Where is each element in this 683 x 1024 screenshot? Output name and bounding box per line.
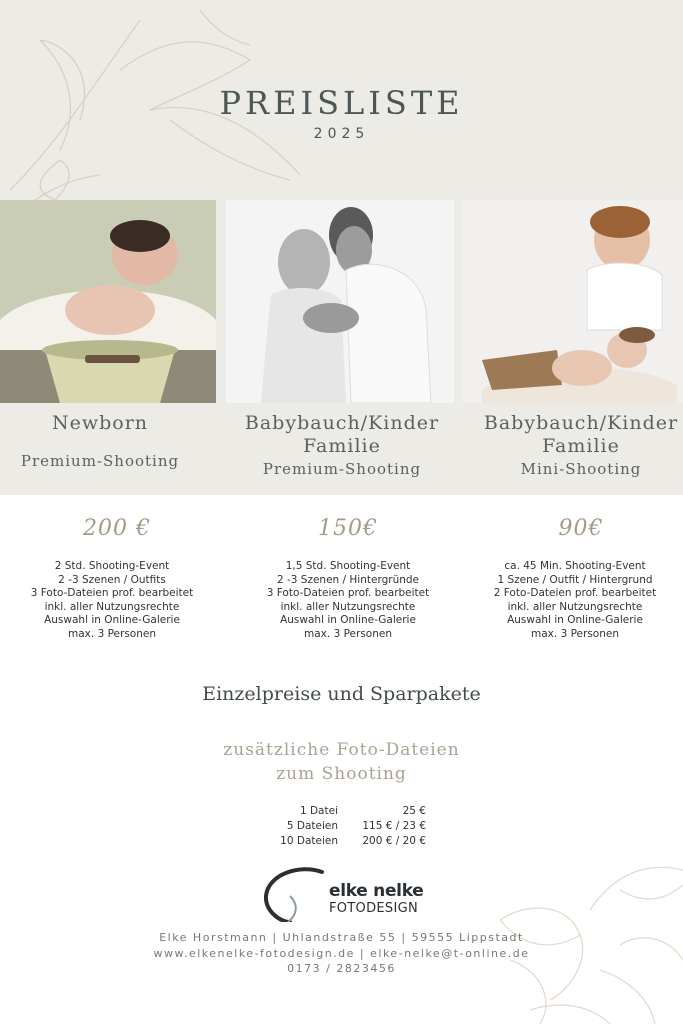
photo-family-premium	[226, 200, 454, 403]
detail-line: Auswahl in Online-Galerie	[507, 614, 643, 627]
logo-arc-icon	[260, 866, 330, 922]
package-family-mini-title	[467, 412, 683, 481]
package-subtitle: Premium-Shooting	[262, 460, 422, 478]
package-family-premium-title	[228, 412, 456, 481]
detail-line: ca. 45 Min. Shooting-Event	[504, 560, 646, 572]
footer-address: Elke Horstmann | Uhlandstraße 55 | 59555 Lippstadt	[159, 931, 524, 944]
contact-footer	[0, 930, 683, 977]
logo-brand-sub: FOTODESIGN	[329, 901, 418, 916]
detail-line: max. 3 Personen	[68, 627, 156, 640]
package-name-line2: Familie	[303, 435, 381, 457]
detail-line: inkl. aller Nutzungsrechte	[507, 600, 643, 613]
detail-line: max. 3 Personen	[531, 627, 619, 640]
package-newborn-title	[0, 412, 214, 473]
page-year: 2025	[313, 126, 370, 142]
extras-title-line2: zum Shooting	[276, 764, 407, 784]
detail-line: max. 3 Personen	[304, 627, 392, 640]
rate-label: 1 Datei	[299, 805, 338, 817]
page-title: PREISLISTE	[219, 84, 464, 122]
package-subtitle: Premium-Shooting	[20, 452, 180, 470]
package-subtitle: Mini-Shooting	[520, 460, 642, 478]
package-price: 90€	[558, 516, 604, 541]
package-name: Newborn	[51, 412, 149, 434]
extras-rate-list	[250, 804, 450, 849]
rate-label: 5 Dateien	[286, 820, 338, 832]
detail-line: 1,5 Std. Shooting-Event	[285, 560, 411, 572]
detail-line: Auswahl in Online-Galerie	[280, 614, 416, 627]
rate-row	[250, 819, 450, 834]
photo-newborn	[0, 200, 216, 403]
logo-brand-name: elke nelke	[329, 881, 424, 901]
package-details	[0, 560, 226, 642]
photo-kids-mini	[462, 200, 683, 403]
package-name: Babybauch/Kinder	[483, 412, 679, 434]
package-name: Babybauch/Kinder	[244, 412, 440, 434]
rate-value: 25 €	[402, 805, 426, 817]
package-price: 150€	[318, 516, 378, 541]
detail-line: 2 -3 Szenen / Outfits	[58, 573, 166, 586]
package-details	[461, 560, 683, 642]
rate-row	[250, 804, 450, 819]
detail-line: 1 Szene / Outfit / Hintergrund	[497, 573, 653, 586]
detail-line: 2 Foto-Dateien prof. bearbeitet	[493, 587, 657, 600]
package-name-line2: Familie	[542, 435, 620, 457]
rate-label: 10 Dateien	[280, 835, 338, 847]
detail-line: 2 Std. Shooting-Event	[54, 560, 170, 572]
extras-title	[0, 738, 683, 786]
package-details	[234, 560, 462, 642]
rate-value: 200 € / 20 €	[362, 835, 426, 847]
extras-title-line1: zusätzliche Foto-Dateien	[223, 740, 460, 760]
detail-line: Auswahl in Online-Galerie	[44, 614, 180, 627]
brand-logo	[260, 866, 440, 922]
package-price: 200 €	[83, 516, 151, 541]
rate-value: 115 € / 23 €	[362, 820, 426, 832]
extras-section-title: Einzelpreise und Sparpakete	[202, 683, 481, 705]
detail-line: 3 Foto-Dateien prof. bearbeitet	[30, 587, 194, 600]
detail-line: 2 -3 Szenen / Hintergründe	[276, 573, 420, 586]
detail-line: 3 Foto-Dateien prof. bearbeitet	[266, 587, 430, 600]
detail-line: inkl. aller Nutzungsrechte	[44, 600, 180, 613]
footer-web-mail: www.elkenelke-fotodesign.de | elke-nelke@t-online.de	[153, 946, 530, 960]
footer-phone: 0173 / 2823456	[287, 962, 396, 975]
detail-line: inkl. aller Nutzungsrechte	[280, 600, 416, 613]
rate-row	[250, 834, 450, 849]
